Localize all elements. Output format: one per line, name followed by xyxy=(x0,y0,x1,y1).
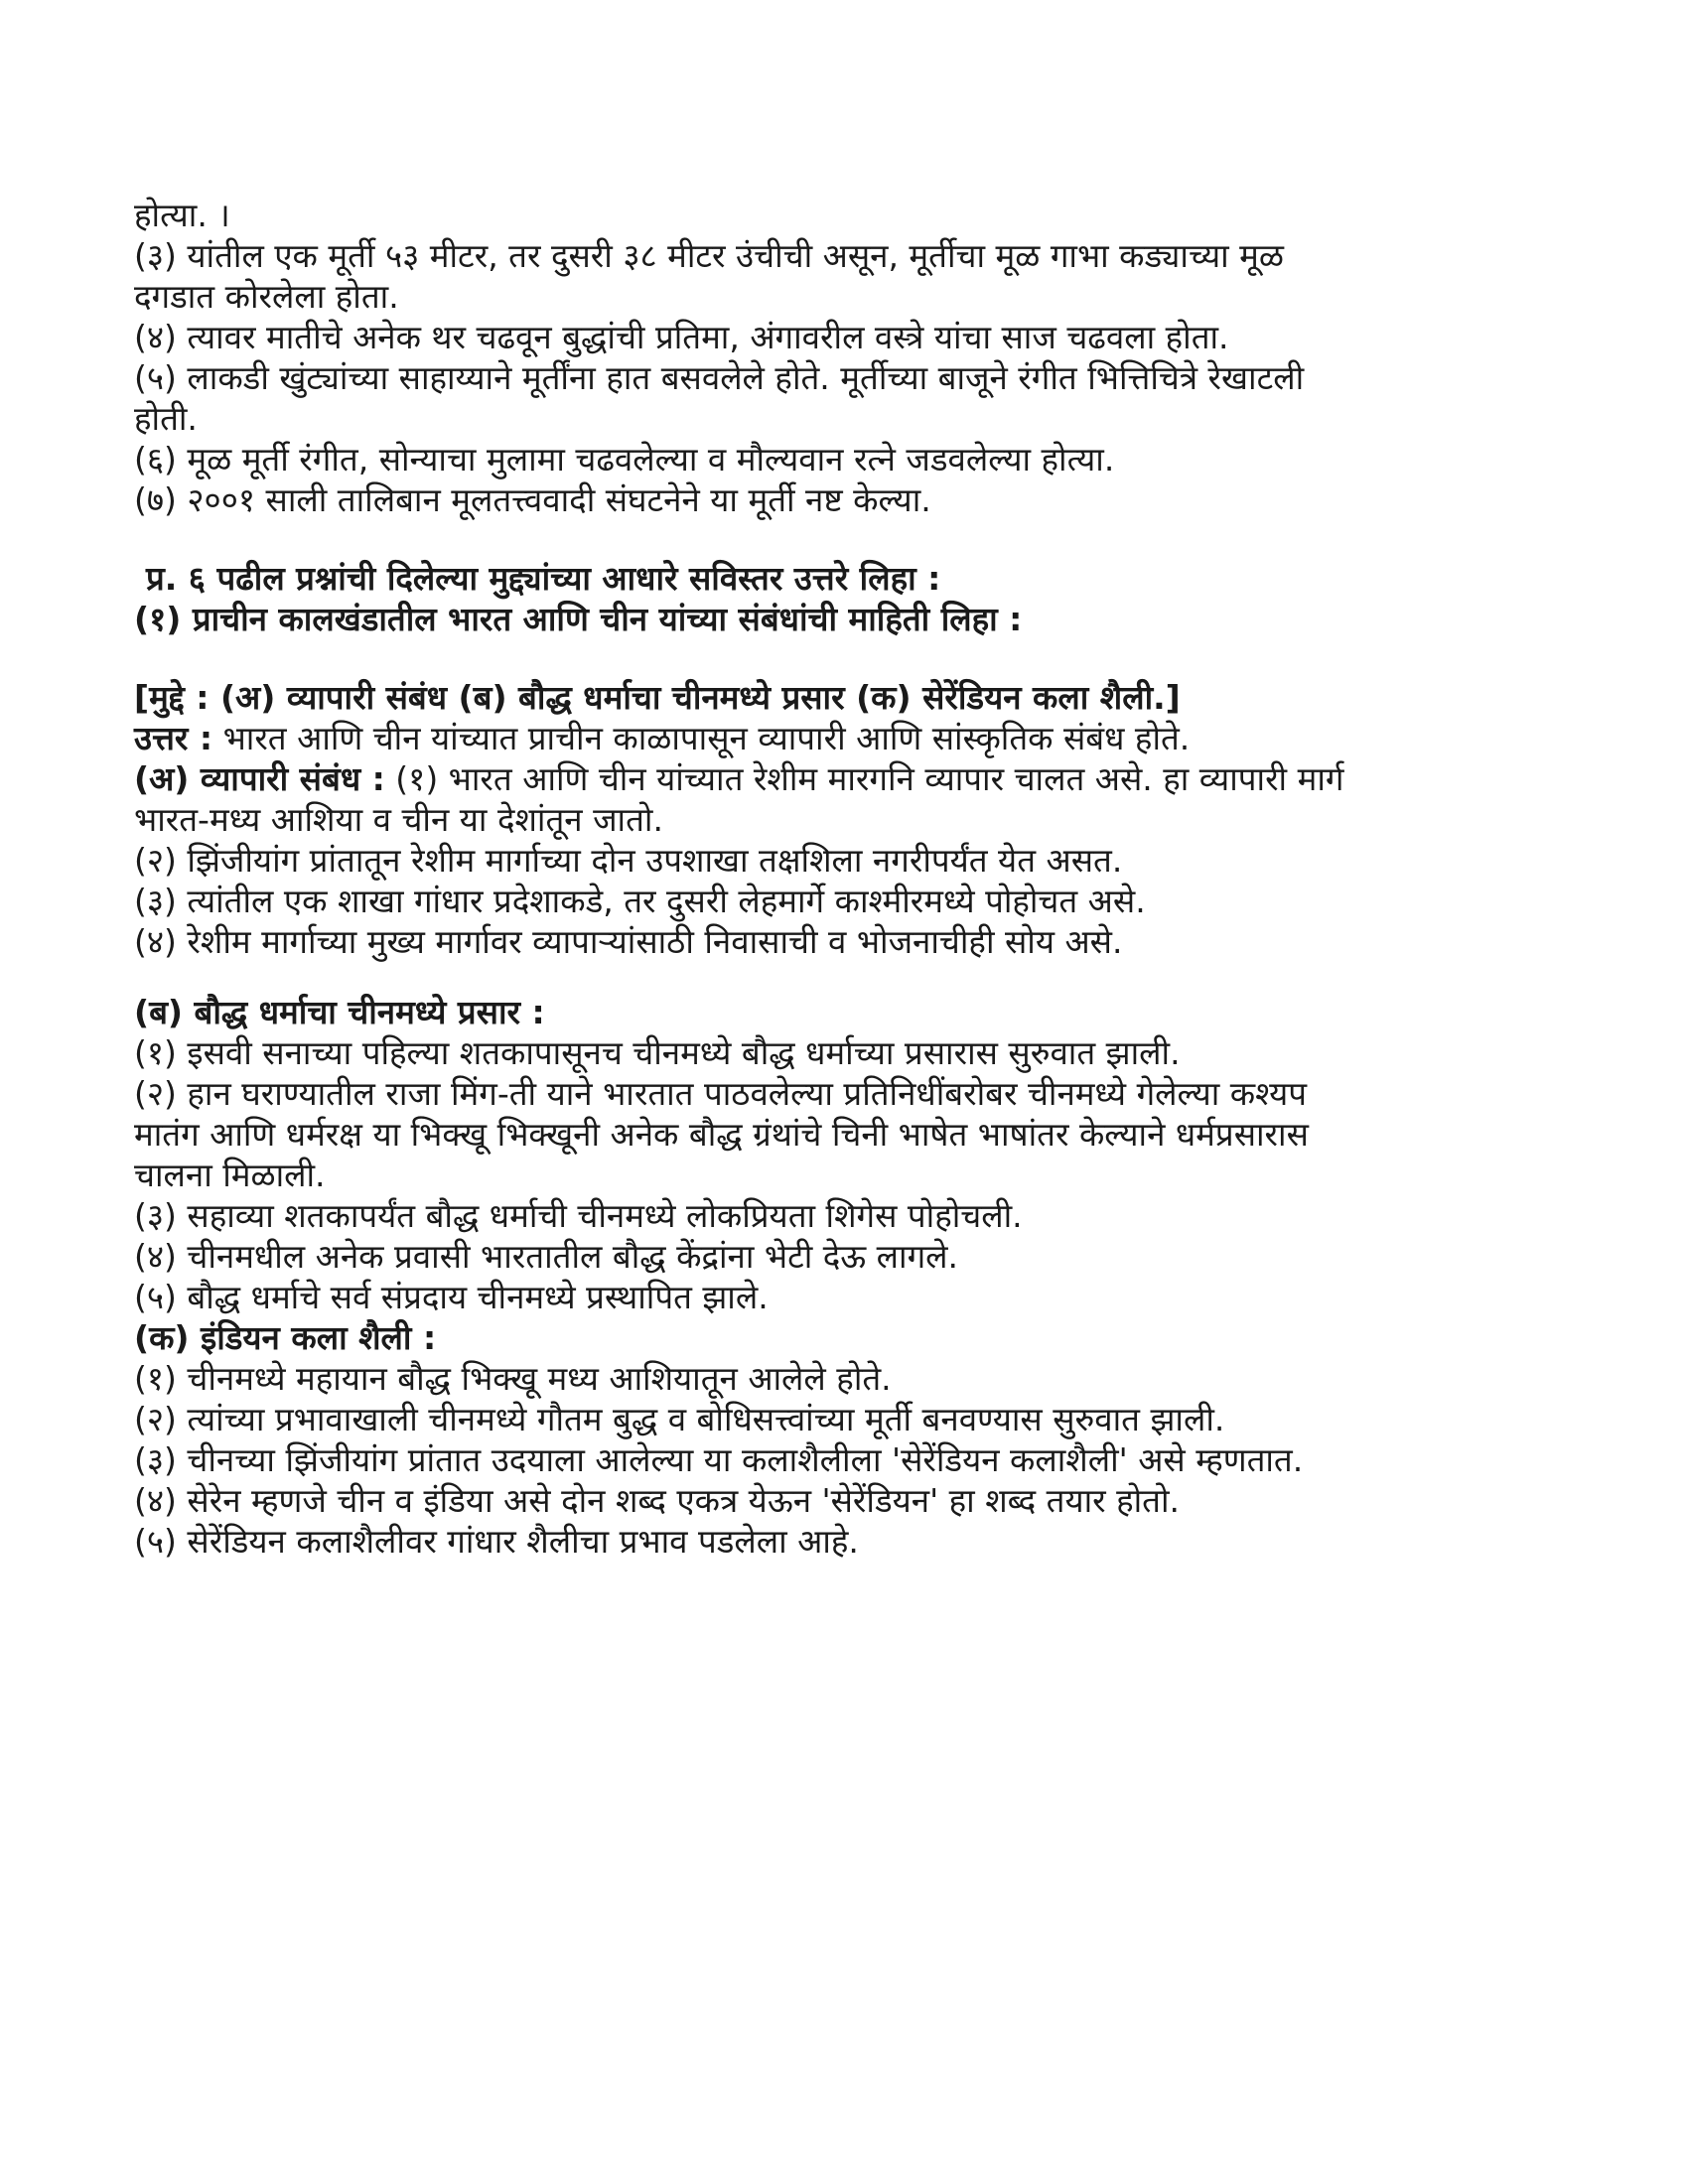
text-line: (३) चीनच्या झिंजीयांग प्रांतात उदयाला आलेल्या या कलाशैलीला 'सेरेंडियन कलाशैली' असे म्हणतात. xyxy=(134,1440,1304,1479)
text-line: (४) चीनमधील अनेक प्रवासी भारतातील बौद्ध केंद्रांना भेटी देऊ लागले. xyxy=(134,1237,959,1276)
question-heading: प्र. ६ पढील प्रश्नांची दिलेल्या मुद्द्यांच्या आधारे सविस्तर उत्तरे लिहा : xyxy=(146,559,941,598)
answer-points: [मुद्दे : (अ) व्यापारी संबंध (ब) बौद्ध धर्माचा चीनमध्ये प्रसार (क) सेरेंडियन कला शैली.] xyxy=(134,678,1181,717)
answer-label: उत्तर : xyxy=(134,719,213,757)
text-line: (७) २००१ साली तालिबान मूलतत्त्ववादी संघटनेने या मूर्ती नष्ट केल्या. xyxy=(134,480,931,519)
text-line: होती. xyxy=(134,399,198,438)
continuation-block xyxy=(134,195,1544,520)
text-line: (५) लाकडी खुंट्यांच्या साहाय्याने मूर्तींना हात बसवलेले होते. मूर्तीच्या बाजूने रंगीत भित्तिचित्रे रेखाटली xyxy=(134,358,1305,397)
text-line: (५) बौद्ध धर्माचे सर्व संप्रदाय चीनमध्ये प्रस्थापित झाले. xyxy=(134,1278,769,1316)
section-c-label: (क) इंडियन कला शैली : xyxy=(134,1318,437,1357)
text-line: (३) सहाव्या शतकापर्यंत बौद्ध धर्माची चीनमध्ये लोकप्रियता शिगेस पोहोचली. xyxy=(134,1196,1023,1235)
answer-block xyxy=(134,677,1544,962)
text-line: मातंग आणि धर्मरक्ष या भिक्खू भिक्खूनी अनेक बौद्ध ग्रंथांचे चिनी भाषेत भाषांतर केल्याने धर्मप्रसारास xyxy=(134,1115,1309,1154)
section-b-block xyxy=(134,992,1544,1562)
text-line: (४) त्यावर मातीचे अनेक थर चढवून बुद्धांची प्रतिमा, अंगावरील वस्त्रे यांचा साज चढवला होता. xyxy=(134,318,1229,356)
section-b-label: (ब) बौद्ध धर्माचा चीनमध्ये प्रसार : xyxy=(134,993,545,1031)
question-subheading: (१) प्राचीन कालखंडातील भारत आणि चीन यांच्या संबंधांची माहिती लिहा : xyxy=(134,600,1023,638)
document-page xyxy=(134,195,1544,1562)
section-a-first-text: (१) भारत आणि चीन यांच्यात रेशीम मारगनि व्यापार चालत असे. हा व्यापारी मार्ग xyxy=(384,759,1344,798)
text-line: होत्या. । xyxy=(134,196,230,234)
text-line: (४) रेशीम मार्गाच्या मुख्य मार्गावर व्यापाऱ्यांसाठी निवासाची व भोजनाचीही सोय असे. xyxy=(134,922,1123,961)
text-line: (१) चीनमध्ये महायान बौद्ध भिक्खू मध्य आशियातून आलेले होते. xyxy=(134,1359,892,1398)
text-line: (६) मूळ मूर्ती रंगीत, सोन्याचा मुलामा चढवलेल्या व मौल्यवान रत्ने जडवलेल्या होत्या. xyxy=(134,440,1115,478)
text-line: दगडात कोरलेला होता. xyxy=(134,277,399,316)
question-block xyxy=(134,558,1544,639)
section-a-first-line xyxy=(134,758,1544,799)
text-line: (५) सेरेंडियन कलाशैलीवर गांधार शैलीचा प्रभाव पडलेला आहे. xyxy=(134,1522,859,1561)
text-line: भारत-मध्य आशिया व चीन या देशांतून जातो. xyxy=(134,800,663,839)
text-line: (३) यांतील एक मूर्ती ५३ मीटर, तर दुसरी ३८ मीटर उंचीची असून, मूर्तीचा मूळ गाभा कड्याच्या मूळ xyxy=(134,236,1285,275)
answer-intro xyxy=(134,718,1544,758)
text-line: (३) त्यांतील एक शाखा गांधार प्रदेशाकडे, तर दुसरी लेहमार्गे काश्मीरमध्ये पोहोचत असे. xyxy=(134,882,1146,920)
text-line: (२) हान घराण्यातील राजा मिंग-ती याने भारतात पाठवलेल्या प्रतिनिधींबरोबर चीनमध्ये गेलेल्या कश्यप xyxy=(134,1074,1308,1113)
section-a-label: (अ) व्यापारी संबंध : xyxy=(134,759,385,798)
text-line: (१) इसवी सनाच्या पहिल्या शतकापासूनच चीनमध्ये बौद्ध धर्माच्या प्रसारास सुरुवात झाली. xyxy=(134,1033,1181,1072)
text-line: (४) सेरेन म्हणजे चीन व इंडिया असे दोन शब्द एकत्र येऊन 'सेरेंडियन' हा शब्द तयार होतो. xyxy=(134,1481,1181,1520)
answer-text: भारत आणि चीन यांच्यात प्राचीन काळापासून व्यापारी आणि सांस्कृतिक संबंध होते. xyxy=(212,719,1191,757)
text-line: (२) त्यांच्या प्रभावाखाली चीनमध्ये गौतम बुद्ध व बोधिसत्त्वांच्या मूर्ती बनवण्यास सुरुवात झाली. xyxy=(134,1400,1225,1438)
text-line: चालना मिळाली. xyxy=(134,1156,326,1194)
text-line: (२) झिंजीयांग प्रांतातून रेशीम मार्गाच्या दोन उपशाखा तक्षशिला नगरीपर्यंत येत असत. xyxy=(134,841,1123,880)
